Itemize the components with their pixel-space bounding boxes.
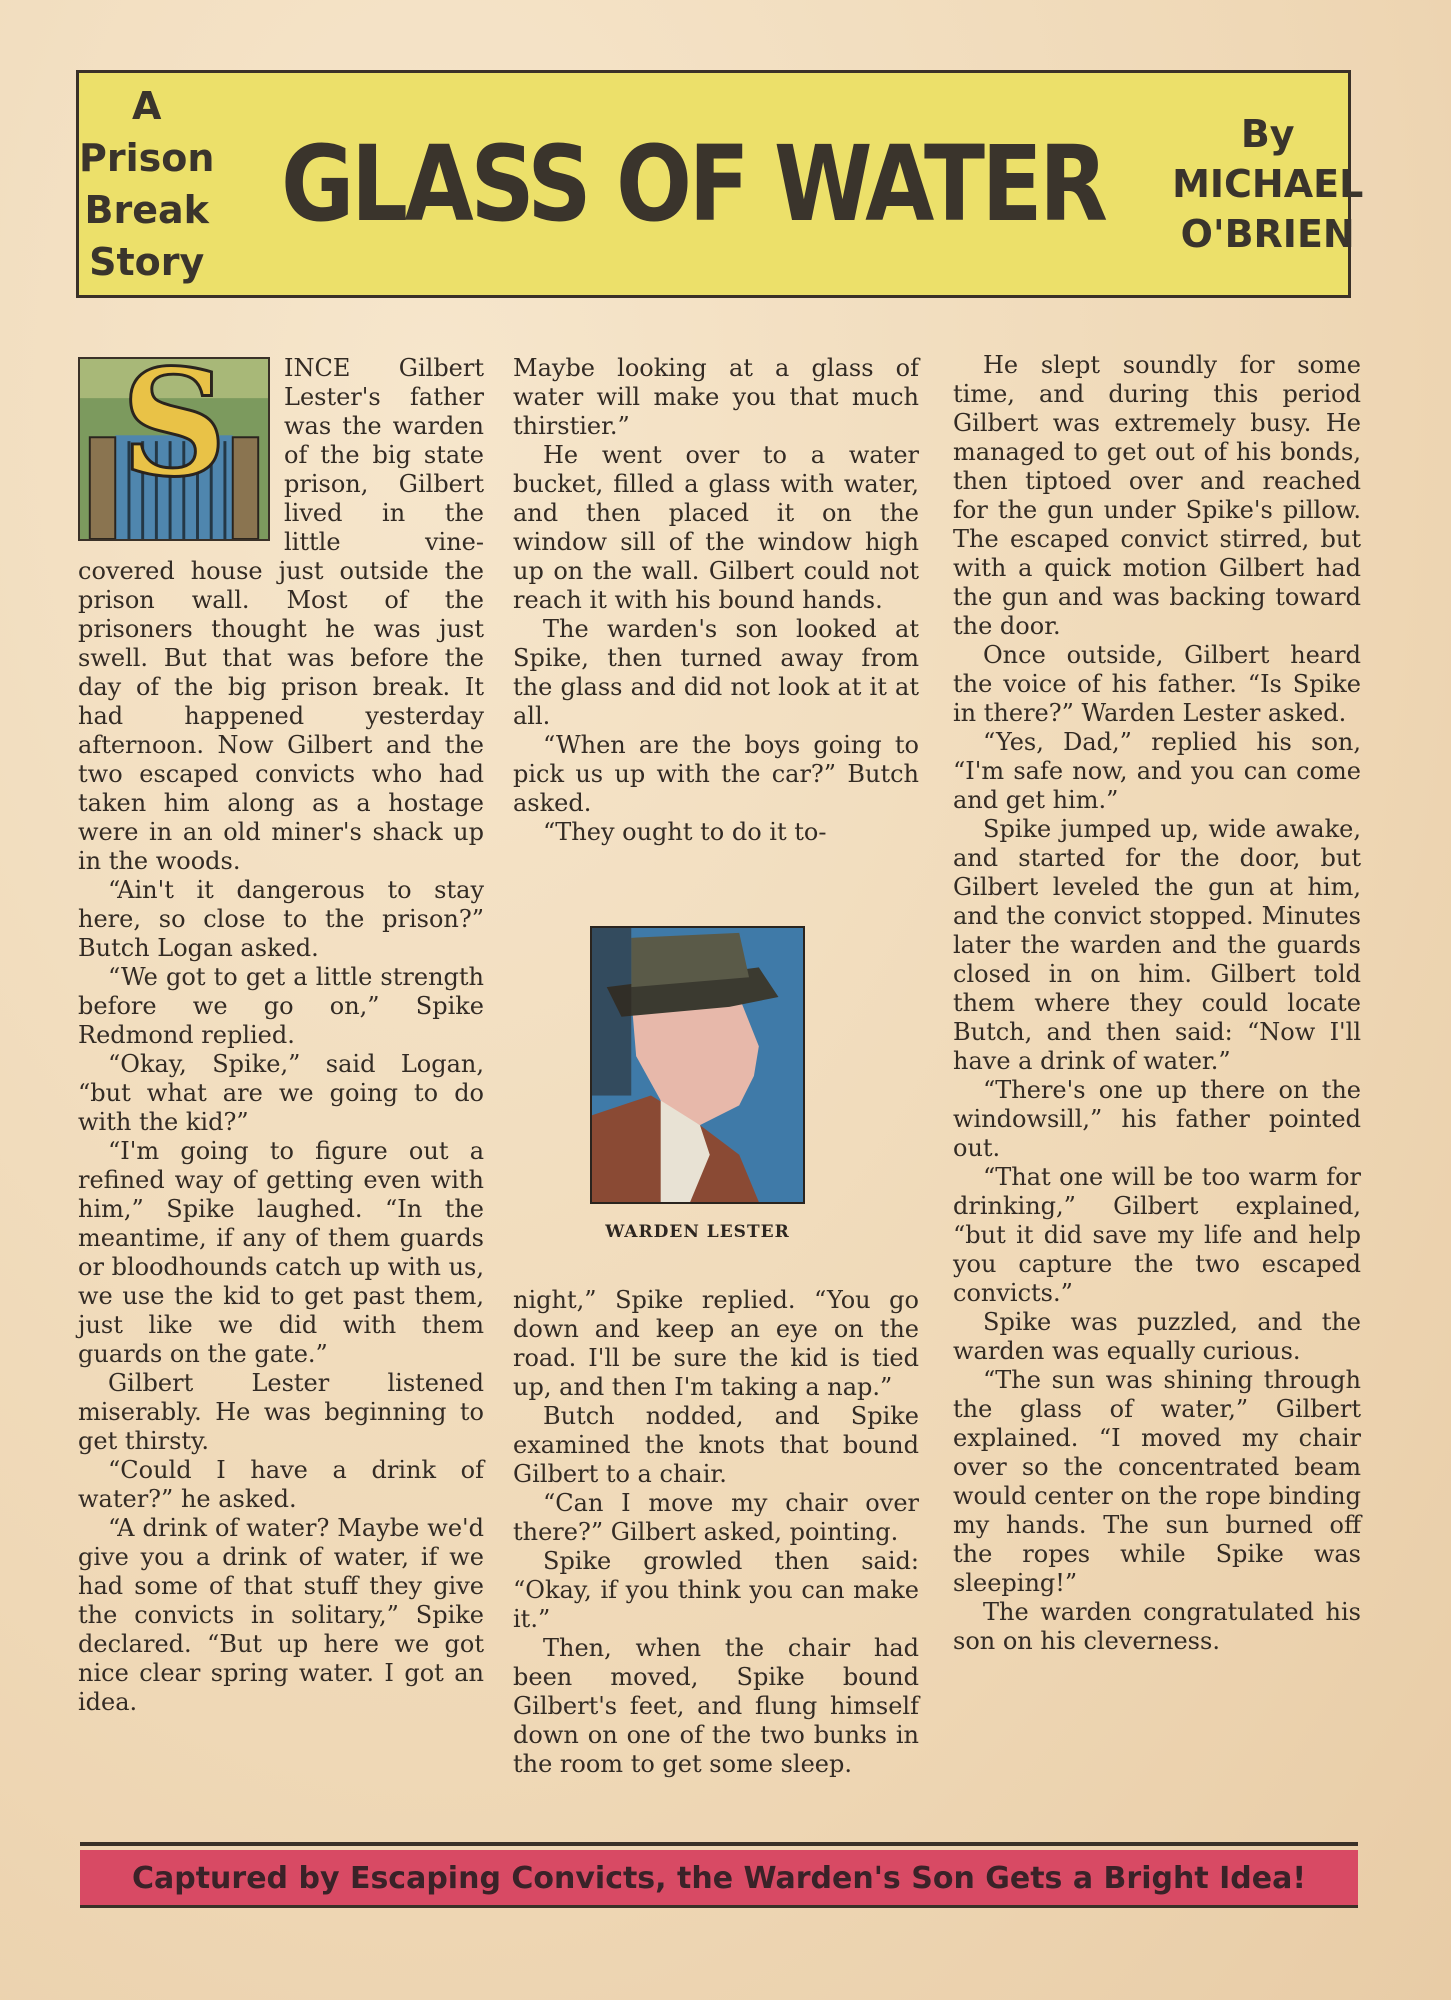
paragraph: The warden's son looked at Spike, then turned away from the glass and did not look at it at all.	[513, 615, 919, 730]
paragraph: Spike jumped up, wide awake, and started for the door, but Gilbert leveled the gun at him, and the convict stopped. Minutes later the warden and the guards closed in on him. Gilbert told them where they could locate Butch, and then said: “Now I'll have a drink of water.”	[953, 815, 1361, 1075]
kicker-line: A Prison	[79, 84, 215, 180]
kicker-line: Story	[89, 240, 205, 284]
story-title: GLASS OF WATER	[281, 123, 1106, 245]
paragraph: “That one will be too warm for drinking,” Gilbert explained, “but it did save my life and help you capture the two escaped convicts.”	[953, 1163, 1361, 1307]
paragraph: The warden congratulated his son on his cleverness.	[953, 1598, 1361, 1655]
paragraph: “Yes, Dad,” replied his son, “I'm safe now, and you can come and get him.”	[953, 728, 1361, 814]
paragraph: night,” Spike replied. “You go down and keep an eye on the road. I'll be sure the kid is tied up, and then I'm taking a nap.”	[513, 1286, 919, 1401]
paragraph: He slept soundly for some time, and during this period Gilbert was extremely busy. He managed to get out of his bonds, then tiptoed over and reached for the gun under Spike's pillow. The escaped convict stirred, but with a quick motion Gilbert had the gun and was backing toward the door.	[953, 351, 1361, 640]
article-column-1	[78, 354, 484, 1814]
paragraph: “I'm going to figure out a refined way of getting even with him,” Spike laughed. “In the meantime, if any of them guards or bloodhounds catch up with us, we use the kid to get past them, just like we did with them guards on the gate.”	[78, 1137, 484, 1368]
paragraph: INCE Gilbert Lester's father was the warden of the big state prison, Gilbert lived in the little vine-covered house just outside the prison wall. Most of the prisoners thought he was just swell. But that was before the day of the big prison break. It had happened yesterday afternoon. Now Gilbert and the two escaped convicts who had taken him along as a hostage were in an old miner's shack up in the woods.	[78, 354, 484, 875]
paragraph: “The sun was shining through the glass of water,” Gilbert explained. “I moved my chair over so the concentrated beam would center on the rope binding my hands. The sun burned off the ropes while Spike was sleeping!”	[953, 1366, 1361, 1597]
article-column-2-bottom	[513, 1286, 919, 1779]
drop-cap-letter: S	[120, 359, 228, 510]
drop-cap-illustration	[78, 357, 270, 541]
byline	[1172, 73, 1363, 295]
paragraph: Spike was puzzled, and the warden was equally curious.	[953, 1308, 1361, 1365]
paragraph: “When are the boys going to pick us up with the car?” Butch asked.	[513, 731, 919, 817]
paragraph: “There's one up there on the windowsill,” his father pointed out.	[953, 1076, 1361, 1162]
article-column-3	[953, 351, 1361, 1656]
title-banner	[76, 70, 1364, 298]
article-column-2-top	[513, 354, 919, 847]
paragraph: He went over to a water bucket, filled a glass with water, and then placed it on the window sill of the window high up on the wall. Gilbert could not reach it with his bound hands.	[513, 441, 919, 614]
paragraph: Spike growled then said: “Okay, if you think you can make it.”	[513, 1547, 919, 1633]
paragraph: “A drink of water? Maybe we'd give you a drink of water, if we had some of that stuff they give the convicts in solitary,” Spike declared. “But up here we got nice clear spring water. I got an idea.	[78, 1514, 484, 1716]
paragraph: “Can I move my chair over there?” Gilbert asked, pointing.	[513, 1489, 919, 1546]
paragraph: “They ought to do it to-	[543, 818, 827, 846]
paragraph: “Could I have a drink of water?” he asked.	[78, 1456, 484, 1513]
paragraph: Maybe looking at a glass of water will make you that much thirstier.”	[513, 354, 919, 440]
paragraph: “We got to get a little strength before we go on,” Spike Redmond replied.	[78, 963, 484, 1049]
paragraph: Gilbert Lester listened miserably. He was beginning to get thirsty.	[78, 1369, 484, 1455]
footer-divider	[80, 1842, 1358, 1846]
paragraph: “Ain't it dangerous to stay here, so close to the prison?” Butch Logan asked.	[78, 876, 484, 962]
paragraph: Then, when the chair had been moved, Spike bound Gilbert's feet, and flung himself down on one of the two bunks in the room to get some sleep.	[513, 1634, 919, 1778]
story-tagline: Captured by Escaping Convicts, the Warden's Son Gets a Bright Idea!	[80, 1850, 1358, 1908]
story-kicker	[79, 73, 214, 295]
paragraph: “Okay, Spike,” said Logan, “but what are we going to do with the kid?”	[78, 1050, 484, 1136]
kicker-line: Break	[84, 188, 209, 232]
author-name-line: MICHAEL	[1172, 162, 1364, 206]
author-name-line: O'BRIEN	[1180, 212, 1355, 256]
paragraph: Once outside, Gilbert heard the voice of his father. “Is Spike in there?” Warden Lester asked.	[953, 641, 1361, 727]
paragraph: Butch nodded, and Spike examined the knots that bound Gilbert to a chair.	[513, 1402, 919, 1488]
portrait-caption: WARDEN LESTER	[605, 1222, 790, 1242]
warden-portrait-image	[590, 926, 805, 1204]
byline-label: By	[1240, 112, 1295, 156]
